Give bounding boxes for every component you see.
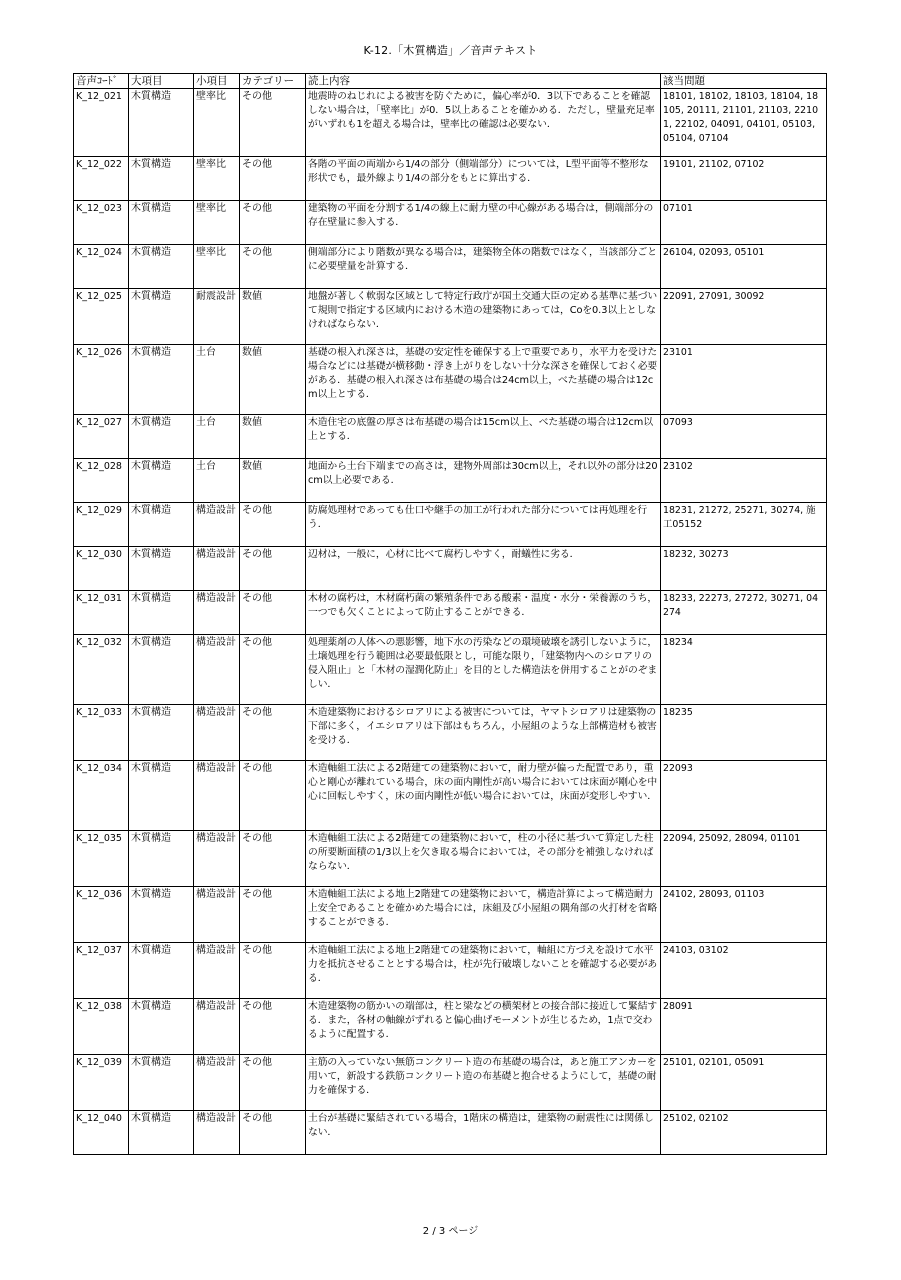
column-header-category: カテゴリー — [240, 74, 306, 89]
cell-refs: 18101, 18102, 18103, 18104, 18105, 20111, 21101, 21103, 22101, 22102, 04091, 04101, 05103, 05104, 07104 — [661, 89, 827, 157]
cell-code: K_12_024 — [74, 245, 129, 289]
cell-major: 木質構造 — [129, 503, 194, 547]
cell-minor: 構造設計 — [194, 547, 240, 591]
cell-text: 木材の腐朽は，木材腐朽菌の繁殖条件である酸素・温度・水分・栄養源のうち，一つでも欠くことによって防止することができる． — [306, 591, 661, 635]
cell-text: 地盤が著しく軟弱な区域として特定行政庁が国土交通大臣の定める基準に基づいて規則で指定する区域内における木造の建築物にあっては，Coを0.3以上としなければならない． — [306, 289, 661, 345]
cell-major: 木質構造 — [129, 459, 194, 503]
cell-code: K_12_029 — [74, 503, 129, 547]
cell-refs: 24102, 28093, 01103 — [661, 887, 827, 943]
cell-code: K_12_026 — [74, 345, 129, 415]
cell-text: 木造軸組工法による地上2階建ての建築物において，構造計算によって構造耐力上安全であることを確かめた場合には，床組及び小屋組の隅角部の火打材を省略することができる． — [306, 887, 661, 943]
cell-text: 側端部分により階数が異なる場合は，建築物全体の階数ではなく，当該部分ごとに必要壁量を計算する． — [306, 245, 661, 289]
cell-code: K_12_035 — [74, 831, 129, 887]
table-row — [74, 943, 827, 999]
cell-major: 木質構造 — [129, 201, 194, 245]
cell-minor: 壁率比 — [194, 89, 240, 157]
column-header-code: 音声ｺｰﾄﾞ — [74, 74, 129, 89]
cell-text: 木造住宅の底盤の厚さは布基礎の場合は15cm以上、べた基礎の場合は12cm以上とする． — [306, 415, 661, 459]
cell-category: その他 — [240, 831, 306, 887]
cell-major: 木質構造 — [129, 1055, 194, 1111]
cell-category: その他 — [240, 591, 306, 635]
cell-text: 処理薬剤の人体への悪影響，地下水の汚染などの環境破壊を誘引しないように，土壌処理を行う範囲は必要最低限とし，可能な限り，「建築物内へのシロアリの侵入阻止」と「木材の湿潤化防止」を目的とした構造法を併用することがのぞましい． — [306, 635, 661, 705]
table-row — [74, 345, 827, 415]
cell-category: 数値 — [240, 289, 306, 345]
table-row — [74, 1111, 827, 1155]
cell-minor: 構造設計 — [194, 999, 240, 1055]
cell-refs: 19101, 21102, 07102 — [661, 157, 827, 201]
table-row — [74, 591, 827, 635]
column-header-major: 大項目 — [129, 74, 194, 89]
cell-minor: 構造設計 — [194, 943, 240, 999]
cell-major: 木質構造 — [129, 999, 194, 1055]
cell-minor: 壁率比 — [194, 157, 240, 201]
cell-refs: 22093 — [661, 761, 827, 831]
cell-category: その他 — [240, 1111, 306, 1155]
cell-minor: 構造設計 — [194, 635, 240, 705]
table-row — [74, 635, 827, 705]
cell-text: 主筋の入っていない無筋コンクリート造の布基礎の場合は，あと施工アンカーを用いて，新設する鉄筋コンクリート造の布基礎と抱合せるようにして，基礎の耐力を確保する． — [306, 1055, 661, 1111]
column-header-refs: 該当問題 — [661, 74, 827, 89]
table-row — [74, 1055, 827, 1111]
table-row — [74, 89, 827, 157]
cell-category: その他 — [240, 887, 306, 943]
cell-text: 木造建築物におけるシロアリによる被害については，ヤマトシロアリは建築物の下部に多く，イエシロアリは下部はもちろん，小屋組のような上部構造材も被害を受ける． — [306, 705, 661, 761]
cell-text: 防腐処理材であっても仕口や継手の加工が行われた部分については再処理を行う． — [306, 503, 661, 547]
cell-refs: 23102 — [661, 459, 827, 503]
cell-major: 木質構造 — [129, 415, 194, 459]
cell-code: K_12_021 — [74, 89, 129, 157]
cell-code: K_12_023 — [74, 201, 129, 245]
cell-major: 木質構造 — [129, 887, 194, 943]
cell-text: 土台が基礎に緊結されている場合，1階床の構造は，建築物の耐震性には関係しない． — [306, 1111, 661, 1155]
cell-category: 数値 — [240, 459, 306, 503]
cell-refs: 25102, 02102 — [661, 1111, 827, 1155]
cell-minor: 土台 — [194, 459, 240, 503]
cell-text: 地面から土台下端までの高さは，建物外周部は30cm以上，それ以外の部分は20cm以上必要である． — [306, 459, 661, 503]
cell-refs: 07101 — [661, 201, 827, 245]
cell-code: K_12_032 — [74, 635, 129, 705]
cell-refs: 24103, 03102 — [661, 943, 827, 999]
cell-category: 数値 — [240, 345, 306, 415]
cell-category: その他 — [240, 999, 306, 1055]
cell-category: その他 — [240, 943, 306, 999]
table-row — [74, 547, 827, 591]
cell-major: 木質構造 — [129, 831, 194, 887]
cell-code: K_12_030 — [74, 547, 129, 591]
cell-text: 辺材は，一般に，心材に比べて腐朽しやすく，耐蟻性に劣る． — [306, 547, 661, 591]
cell-text: 地震時のねじれによる被害を防ぐために，偏心率が0．3以下であることを確認しない場合は，「壁率比」が0．5以上あることを確かめる．ただし，壁量充足率がいずれも1を超える場合は，壁率比の確認は必要ない． — [306, 89, 661, 157]
page-title: K-12.「木質構造」／音声テキスト — [363, 44, 538, 57]
cell-refs: 18231, 21272, 25271, 30274, 施工05152 — [661, 503, 827, 547]
column-header-text: 読上内容 — [306, 74, 661, 89]
cell-major: 木質構造 — [129, 89, 194, 157]
table-body — [74, 89, 827, 1155]
cell-major: 木質構造 — [129, 943, 194, 999]
cell-code: K_12_037 — [74, 943, 129, 999]
cell-text: 建築物の平面を分割する1/4の線上に耐力壁の中心線がある場合は，側端部分の存在壁量に参入する． — [306, 201, 661, 245]
cell-category: その他 — [240, 201, 306, 245]
cell-minor: 構造設計 — [194, 761, 240, 831]
cell-refs: 26104, 02093, 05101 — [661, 245, 827, 289]
cell-category: その他 — [240, 547, 306, 591]
cell-category: その他 — [240, 89, 306, 157]
cell-category: 数値 — [240, 415, 306, 459]
cell-text: 木造軸組工法による2階建ての建築物において，柱の小径に基づいて算定した柱の所要断面積の1/3以上を欠き取る場合においては，その部分を補強しなければならない． — [306, 831, 661, 887]
cell-minor: 土台 — [194, 345, 240, 415]
cell-refs: 18235 — [661, 705, 827, 761]
table-header-row — [74, 74, 827, 89]
cell-text: 基礎の根入れ深さは，基礎の安定性を確保する上で重要であり，水平力を受けた場合などには基礎が横移動・浮き上がりをしない十分な深さを確保しておく必要がある．基礎の根入れ深さは布基礎の場合は24cm以上，べた基礎の場合は12cm以上とする． — [306, 345, 661, 415]
cell-code: K_12_025 — [74, 289, 129, 345]
cell-minor: 壁率比 — [194, 201, 240, 245]
cell-minor: 構造設計 — [194, 705, 240, 761]
cell-minor: 壁率比 — [194, 245, 240, 289]
cell-major: 木質構造 — [129, 635, 194, 705]
cell-minor: 土台 — [194, 415, 240, 459]
cell-code: K_12_039 — [74, 1055, 129, 1111]
cell-major: 木質構造 — [129, 245, 194, 289]
table-row — [74, 887, 827, 943]
table-row — [74, 289, 827, 345]
cell-minor: 構造設計 — [194, 1055, 240, 1111]
cell-major: 木質構造 — [129, 1111, 194, 1155]
cell-code: K_12_022 — [74, 157, 129, 201]
cell-minor: 構造設計 — [194, 591, 240, 635]
cell-category: その他 — [240, 1055, 306, 1111]
cell-code: K_12_028 — [74, 459, 129, 503]
cell-code: K_12_031 — [74, 591, 129, 635]
table-row — [74, 157, 827, 201]
cell-category: その他 — [240, 635, 306, 705]
cell-text: 各階の平面の両端から1/4の部分（側端部分）については，L型平面等不整形な形状でも，最外線より1/4の部分をもとに算出する． — [306, 157, 661, 201]
cell-refs: 07093 — [661, 415, 827, 459]
cell-text: 木造建築物の筋かいの端部は，柱と梁などの横架材との接合部に接近して緊結する．また，各材の軸線がずれると偏心曲げモーメントが生じるため，1点で交わるように配置する． — [306, 999, 661, 1055]
cell-minor: 構造設計 — [194, 1111, 240, 1155]
cell-category: その他 — [240, 245, 306, 289]
cell-code: K_12_038 — [74, 999, 129, 1055]
table-row — [74, 459, 827, 503]
cell-code: K_12_034 — [74, 761, 129, 831]
cell-refs: 18234 — [661, 635, 827, 705]
cell-text: 木造軸組工法による2階建ての建築物において，耐力壁が偏った配置であり，重心と剛心が離れている場合，床の面内剛性が高い場合においては床面が剛心を中心に回転しやすく，床の面内剛性が低い場合においては，床面が変形しやすい． — [306, 761, 661, 831]
table-row — [74, 831, 827, 887]
cell-refs: 22094, 25092, 28094, 01101 — [661, 831, 827, 887]
table-row — [74, 761, 827, 831]
table-row — [74, 415, 827, 459]
cell-major: 木質構造 — [129, 761, 194, 831]
page-number: 2 / 3 ページ — [422, 1226, 479, 1237]
cell-minor: 耐震設計 — [194, 289, 240, 345]
cell-major: 木質構造 — [129, 289, 194, 345]
cell-refs: 18233, 22273, 27272, 30271, 04274 — [661, 591, 827, 635]
cell-category: その他 — [240, 503, 306, 547]
cell-code: K_12_027 — [74, 415, 129, 459]
cell-category: その他 — [240, 761, 306, 831]
cell-minor: 構造設計 — [194, 503, 240, 547]
cell-major: 木質構造 — [129, 345, 194, 415]
audio-text-table — [73, 73, 827, 1155]
table-row — [74, 201, 827, 245]
cell-code: K_12_040 — [74, 1111, 129, 1155]
table-row — [74, 245, 827, 289]
cell-text: 木造軸組工法による地上2階建ての建築物において，軸組に方づえを設けて水平力を抵抗させることとする場合は，柱が先行破壊しないことを確認する必要がある． — [306, 943, 661, 999]
cell-refs: 28091 — [661, 999, 827, 1055]
cell-code: K_12_036 — [74, 887, 129, 943]
cell-category: その他 — [240, 705, 306, 761]
cell-refs: 23101 — [661, 345, 827, 415]
table-row — [74, 999, 827, 1055]
cell-refs: 22091, 27091, 30092 — [661, 289, 827, 345]
cell-major: 木質構造 — [129, 157, 194, 201]
cell-category: その他 — [240, 157, 306, 201]
cell-major: 木質構造 — [129, 705, 194, 761]
column-header-minor: 小項目 — [194, 74, 240, 89]
cell-refs: 25101, 02101, 05091 — [661, 1055, 827, 1111]
cell-refs: 18232, 30273 — [661, 547, 827, 591]
cell-minor: 構造設計 — [194, 887, 240, 943]
cell-major: 木質構造 — [129, 591, 194, 635]
table-row — [74, 705, 827, 761]
table-row — [74, 503, 827, 547]
cell-major: 木質構造 — [129, 547, 194, 591]
cell-minor: 構造設計 — [194, 831, 240, 887]
cell-code: K_12_033 — [74, 705, 129, 761]
